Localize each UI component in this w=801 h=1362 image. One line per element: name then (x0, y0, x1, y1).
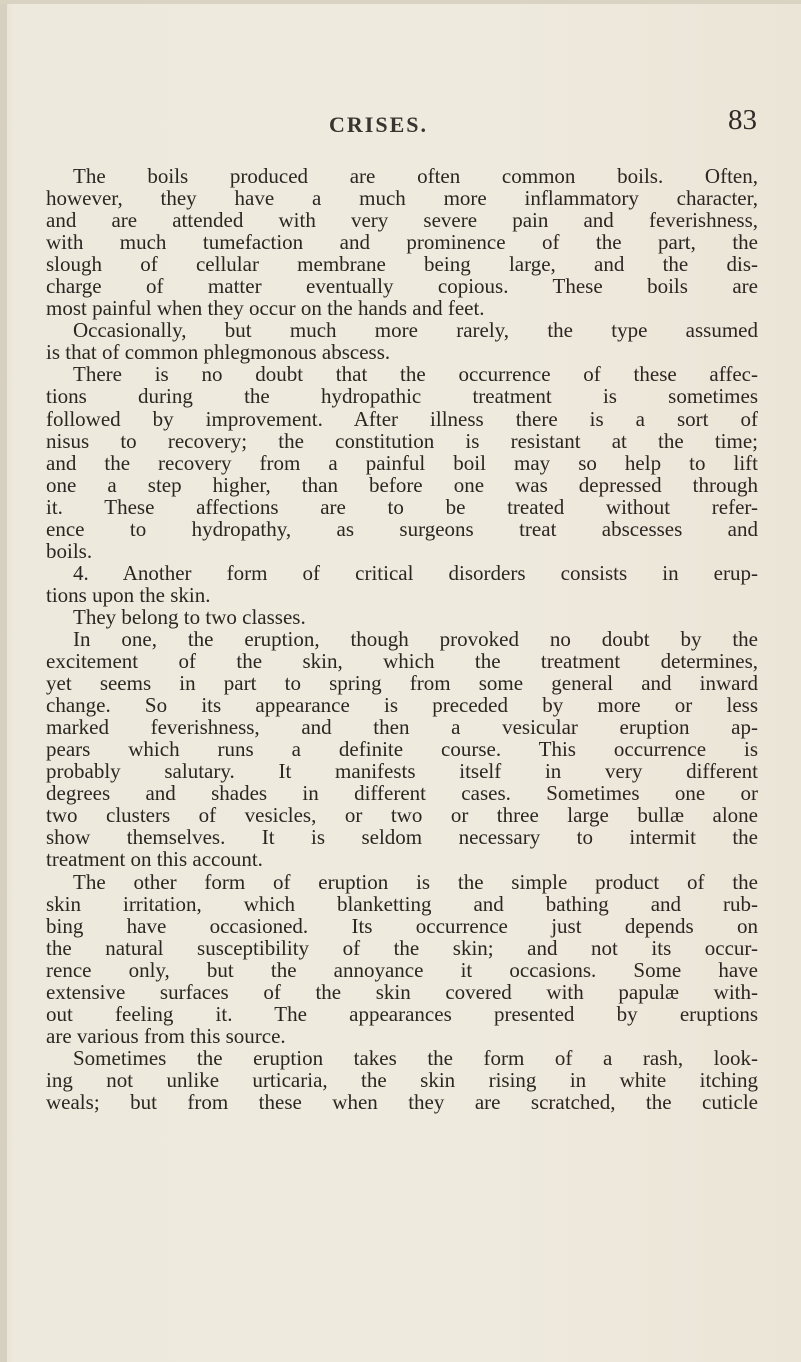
text-line: excitement of the skin, which the treatment determines, (46, 649, 758, 674)
text-line: one a step higher, than before one was depressed through (46, 472, 758, 497)
text-line: degrees and shades in different cases. Sometimes one or (46, 781, 758, 806)
text-line: two clusters of vesicles, or two or three large bullæ alone (46, 803, 758, 828)
page-binding-edge (0, 0, 7, 1362)
text-line: and are attended with very severe pain and feverishness, (46, 208, 758, 233)
text-line: out feeling it. The appearances presented by eruptions (46, 1001, 758, 1026)
text-line: show themselves. It is seldom necessary to intermit the (46, 825, 758, 850)
text-line: are various from this source. (46, 1023, 286, 1048)
page-header (0, 104, 801, 144)
text-line: 4. Another form of critical disorders consists in erup- (73, 560, 758, 585)
text-line: change. So its appearance is preceded by more or less (46, 693, 758, 718)
text-line: and the recovery from a painful boil may so help to lift (46, 450, 758, 475)
text-line: with much tumefaction and prominence of the part, the (46, 230, 758, 255)
text-line: The boils produced are often common boils. Often, (73, 164, 758, 188)
text-line: The other form of eruption is the simple product of the (73, 869, 758, 894)
page-number: 83 (728, 104, 757, 136)
page-top-edge (0, 0, 801, 4)
text-line: Sometimes the eruption takes the form of a rash, look- (73, 1045, 758, 1070)
text-line: boils. (46, 538, 93, 563)
text-line: charge of matter eventually copious. These boils are (46, 274, 758, 299)
body-text (46, 165, 758, 1113)
text-line: ence to hydropathy, as surgeons treat abscesses and (46, 516, 758, 541)
text-line: probably salutary. It manifests itself in very different (46, 759, 758, 784)
text-line: however, they have a much more inflammatory character, (46, 186, 758, 211)
text-line: bing have occasioned. Its occurrence just depends on (46, 913, 758, 938)
text-line: tions during the hydropathic treatment is sometimes (46, 384, 758, 409)
text-line: pears which runs a definite course. This occurrence is (46, 737, 758, 762)
text-line: Occasionally, but much more rarely, the type assumed (73, 318, 758, 343)
text-line: it. These affections are to be treated without refer- (46, 494, 758, 519)
running-head: CRISES. (329, 112, 428, 137)
text-line: ing not unlike urticaria, the skin rising in white itching (46, 1067, 758, 1092)
text-line: weals; but from these when they are scratched, the cuticle (46, 1089, 758, 1114)
text-line: rence only, but the annoyance it occasions. Some have (46, 957, 758, 982)
text-line: treatment on this account. (46, 847, 263, 872)
text-line: extensive surfaces of the skin covered with papulæ with- (46, 979, 758, 1004)
text-line: nisus to recovery; the constitution is resistant at the time; (46, 428, 758, 453)
text-line: They belong to two classes. (73, 604, 306, 629)
text-line: yet seems in part to spring from some general and inward (46, 671, 758, 696)
text-line: In one, the eruption, though provoked no doubt by the (73, 626, 758, 651)
text-line: the natural susceptibility of the skin; and not its occur- (46, 935, 758, 960)
text-line: slough of cellular membrane being large, and the dis- (46, 252, 758, 277)
text-line: marked feverishness, and then a vesicular eruption ap- (46, 715, 758, 740)
text-line: followed by improvement. After illness there is a sort of (46, 406, 758, 431)
text-line: is that of common phlegmonous abscess. (46, 340, 391, 365)
text-line: skin irritation, which blanketting and bathing and rub- (46, 891, 758, 916)
text-line: There is no doubt that the occurrence of these affec- (73, 362, 758, 387)
text-line: most painful when they occur on the hands and feet. (46, 296, 485, 321)
text-line: tions upon the skin. (46, 582, 211, 607)
